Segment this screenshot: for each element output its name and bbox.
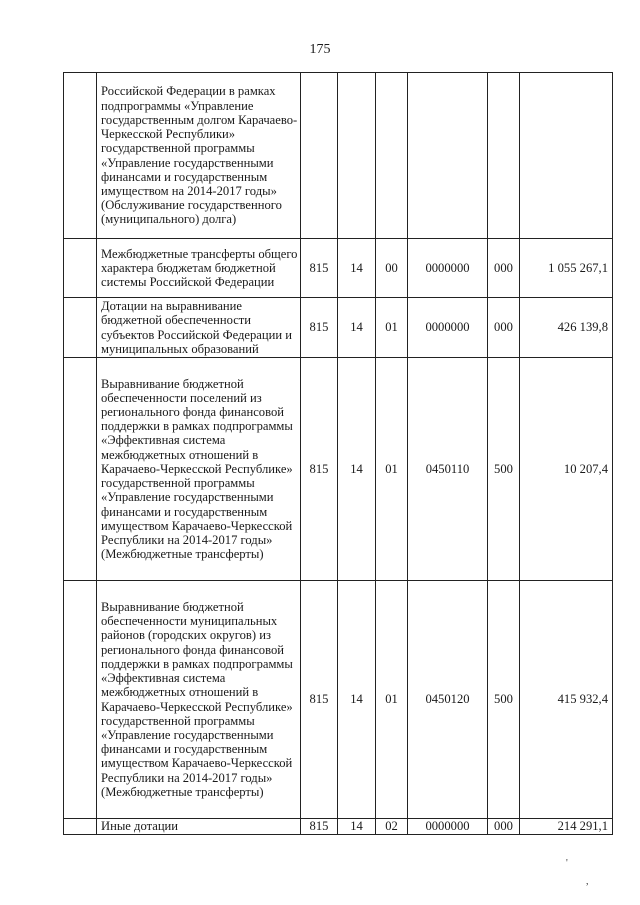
ministry-code: 815	[301, 239, 338, 298]
section-code: 14	[338, 239, 376, 298]
amount	[520, 73, 613, 239]
budget-table	[63, 72, 613, 835]
target-code	[408, 73, 488, 239]
section-code: 14	[338, 581, 376, 819]
table-row	[64, 73, 613, 239]
amount: 10 207,4	[520, 358, 613, 581]
ministry-code	[301, 73, 338, 239]
table-row	[64, 819, 613, 835]
subsection-code: 00	[376, 239, 408, 298]
amount: 426 139,8	[520, 298, 613, 358]
page-number: 175	[309, 42, 331, 57]
row-number-cell	[64, 819, 97, 835]
subsection-code	[376, 73, 408, 239]
target-code: 0450110	[408, 358, 488, 581]
row-number-cell	[64, 298, 97, 358]
ministry-code: 815	[301, 819, 338, 835]
section-code: 14	[338, 298, 376, 358]
row-number-cell	[64, 358, 97, 581]
expense-type-code: 000	[488, 819, 520, 835]
item-name: Выравнивание бюджетной обеспеченности муниципальных районов (городских округов) из регионального фонда финансовой поддержки в рамках подпрограммы «Эффективная система межбюджетных отношений в Карачаево-Черкесской Республике» государственной программы «Управление государственными финансами и государственным имуществом Карачаево-Черкесской Республики на 2014-2017 годы» (Межбюджетные трансферты)	[97, 581, 301, 819]
table-row	[64, 581, 613, 819]
expense-type-code: 000	[488, 298, 520, 358]
table-row	[64, 298, 613, 358]
table-row	[64, 239, 613, 298]
subsection-code: 02	[376, 819, 408, 835]
scan-speck: ,	[586, 876, 589, 887]
row-number-cell	[64, 73, 97, 239]
row-number-cell	[64, 581, 97, 819]
item-name: Дотации на выравнивание бюджетной обеспеченности субъектов Российской Федерации и муниципальных образований	[97, 298, 301, 358]
target-code: 0000000	[408, 239, 488, 298]
item-name: Российской Федерации в рамках подпрограммы «Управление государственным долгом Карачаево-Черкесской Республики» государственной программы «Управление государственными финансами и государственным имуществом на 2014-2017 годы» (Обслуживание государственного (муниципального) долга)	[97, 73, 301, 239]
table-row	[64, 358, 613, 581]
expense-type-code	[488, 73, 520, 239]
target-code: 0450120	[408, 581, 488, 819]
expense-type-code: 500	[488, 358, 520, 581]
item-name: Выравнивание бюджетной обеспеченности поселений из регионального фонда финансовой поддержки в рамках подпрограммы «Эффективная система межбюджетных отношений в Карачаево-Черкесской Республике» государственной программы «Управление государственными финансами и государственным имуществом Карачаево-Черкесской Республики на 2014-2017 годы» (Межбюджетные трансферты)	[97, 358, 301, 581]
section-code: 14	[338, 358, 376, 581]
amount: 1 055 267,1	[520, 239, 613, 298]
amount: 415 932,4	[520, 581, 613, 819]
subsection-code: 01	[376, 298, 408, 358]
section-code	[338, 73, 376, 239]
item-name: Иные дотации	[97, 819, 301, 835]
scan-speck: '	[566, 858, 568, 869]
expense-type-code: 000	[488, 239, 520, 298]
row-number-cell	[64, 239, 97, 298]
ministry-code: 815	[301, 358, 338, 581]
amount: 214 291,1	[520, 819, 613, 835]
target-code: 0000000	[408, 819, 488, 835]
target-code: 0000000	[408, 298, 488, 358]
item-name: Межбюджетные трансферты общего характера бюджетам бюджетной системы Российской Федерации	[97, 239, 301, 298]
section-code: 14	[338, 819, 376, 835]
subsection-code: 01	[376, 358, 408, 581]
ministry-code: 815	[301, 298, 338, 358]
ministry-code: 815	[301, 581, 338, 819]
expense-type-code: 500	[488, 581, 520, 819]
subsection-code: 01	[376, 581, 408, 819]
